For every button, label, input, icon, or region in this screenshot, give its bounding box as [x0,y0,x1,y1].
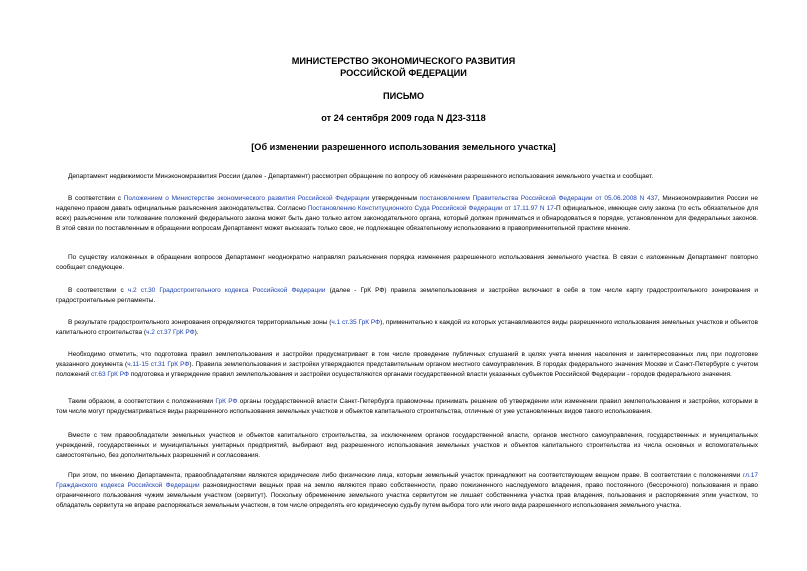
paragraph-7 [56,397,758,417]
paragraph-6 [56,350,758,380]
document-date-number: от 24 сентября 2009 года N Д23-3118 [321,113,486,123]
legal-reference-link[interactable]: ч.11-15 ст.31 ГрК РФ [127,361,190,368]
ministry-line-1: МИНИСТЕРСТВО ЭКОНОМИЧЕСКОГО РАЗВИТИЯ [291,56,516,66]
paragraph-8 [56,431,758,461]
legal-reference-link[interactable]: ч.2 ст.37 ГрК РФ [146,329,195,336]
paragraph-text: В результате градостроительного зонирования определяются территориальные зоны ( [68,319,332,326]
document-subject: [Об изменении разрешенного использования земельного участка] [251,142,556,152]
legal-reference-link[interactable]: Положением о Министерстве экономического развития Российской Федерации [123,195,370,202]
paragraph-1 [56,172,758,182]
legal-reference-link[interactable]: постановлением Правительства Российской Федерации от 05.06.2008 N 437 [419,195,658,202]
legal-reference-link[interactable]: ст.63 ГрК РФ [91,371,129,378]
paragraph-text: (далее - ГрК РФ) правила землепользования и застройки включают в себя в том числе карту градостроительного зонирования и градостроительные регламенты. [56,287,758,304]
paragraph-text: В соответствии с [68,195,124,202]
paragraph-text: Таким образом, в соответствии с положениями [68,398,216,405]
paragraph-9 [56,471,758,511]
paragraph-text: ). Правила землепользования и застройки утверждаются представительным органом местного самоуправления. В городах федерального значения Москве и Санкт-Петербурге с учетом положений [56,361,758,378]
paragraph-text: ), применительно к каждой из которых устанавливаются виды разрешенного использования земельных участков и объектов капитального строительства ( [56,319,758,336]
paragraph-text: подготовка и утверждение правил землепользования и застройки осуществляются органами государственной власти указанных субъектов Российской Федерации - городов федерального значения. [128,371,732,378]
paragraph-text: При этом, по мнению Департамента, правообладателями являются юридические либо физические лица, которым земельный участок принадлежит на соответствующем вещном праве. В соответствии с положениями [68,472,743,479]
legal-reference-link[interactable]: гл.17 Гражданского кодекса Российской Федерации [56,472,758,489]
paragraph-text: По существу изложенных в обращении вопросов Департамент неоднократно направлял разъяснения порядка изменения разрешенного использования земельного участка. В связи с изложенным Департамент повторно сообщает следующее. [56,254,758,271]
legal-reference-link[interactable]: ч.1 ст.35 ГрК РФ [331,319,381,326]
paragraph-text: Департамент недвижимости Минэкономразвития России (далее - Департамент) рассмотрел обращение по вопросу об изменении разрешенного использования земельного участка и сообщает. [68,173,654,180]
paragraph-5 [56,318,758,338]
legal-reference-link[interactable]: ГрК РФ [215,398,238,405]
paragraph-text: разновидностями вещных прав на землю являются право собственности, право пожизненного наследуемого владения, право постоянного (бессрочного) пользования и право ограниченного пользования чужим земельным участком (сервитут). Поскольку обременение земельного участка сервитутом не лишает собственника участка прав владения, пользования и распоряжения этим участком, то обладатель сервитута не вправе распоряжаться земельным участком, в том числе определять его юридическую судьбу путем выбора того или иного вида разрешенного использования земельного участка. [56,482,758,509]
paragraph-4 [56,286,758,306]
paragraph-text: Необходимо отметить, что подготовка правил землепользования и застройки предусматривает в том числе проведение публичных слушаний в целях учета мнения населения и заинтересованных лиц при подготовке указанного документа ( [56,351,758,368]
paragraph-text: -П официальное, имеющее силу закона (то есть обязательное для всех) разъяснение или толкование положений федерального закона может быть дано только актом законодательного органа, который должен приниматься и обнародоваться в порядке, установленном для федеральных законов. В этой связи по поставленным в обращении вопросам Департамент может высказать только свое, не подлежащее обязательному использованию в правоприменительной практике мнение. [56,205,758,232]
paragraph-text: , Минэкономразвития России не наделено правом давать официальные разъяснения законодательства. Согласно [56,195,758,212]
paragraph-2 [56,194,758,234]
paragraph-text: утвержденным [369,195,420,202]
paragraph-text: В соответствии с [68,287,128,294]
paragraph-text: Вместе с тем правообладатели земельных участков и объектов капитального строительства, за исключением органов государственной власти, органов местного самоуправления, государственных и муниципальных учреждений, государственных и муниципальных унитарных предприятий, выбирают вид разрешенного использования земельных участков и объектов капитального строительства из числа основных и вспомогательных самостоятельно, без дополнительных разрешений и согласования. [56,432,758,459]
document-type: ПИСЬМО [382,91,425,101]
legal-reference-link[interactable]: ч.2 ст.30 Градостроительного кодекса Российской Федерации [127,287,326,294]
ministry-line-2: РОССИЙСКОЙ ФЕДЕРАЦИИ [340,68,467,78]
legal-reference-link[interactable]: Постановлению Конституционного Суда Российской Федерации от 17.11.97 N 17 [307,205,554,212]
paragraph-3 [56,253,758,273]
paragraph-text: ). [194,329,199,336]
paragraph-text: органы государственной власти Санкт-Петербурга правомочны принимать решение об утверждении или изменении правил землепользования и застройки, которыми в том числе могут предусматриваться виды разрешенного использования земельных участков и объектов капитального строительства, отличные от уже установленных видов такого использования. [56,398,758,415]
